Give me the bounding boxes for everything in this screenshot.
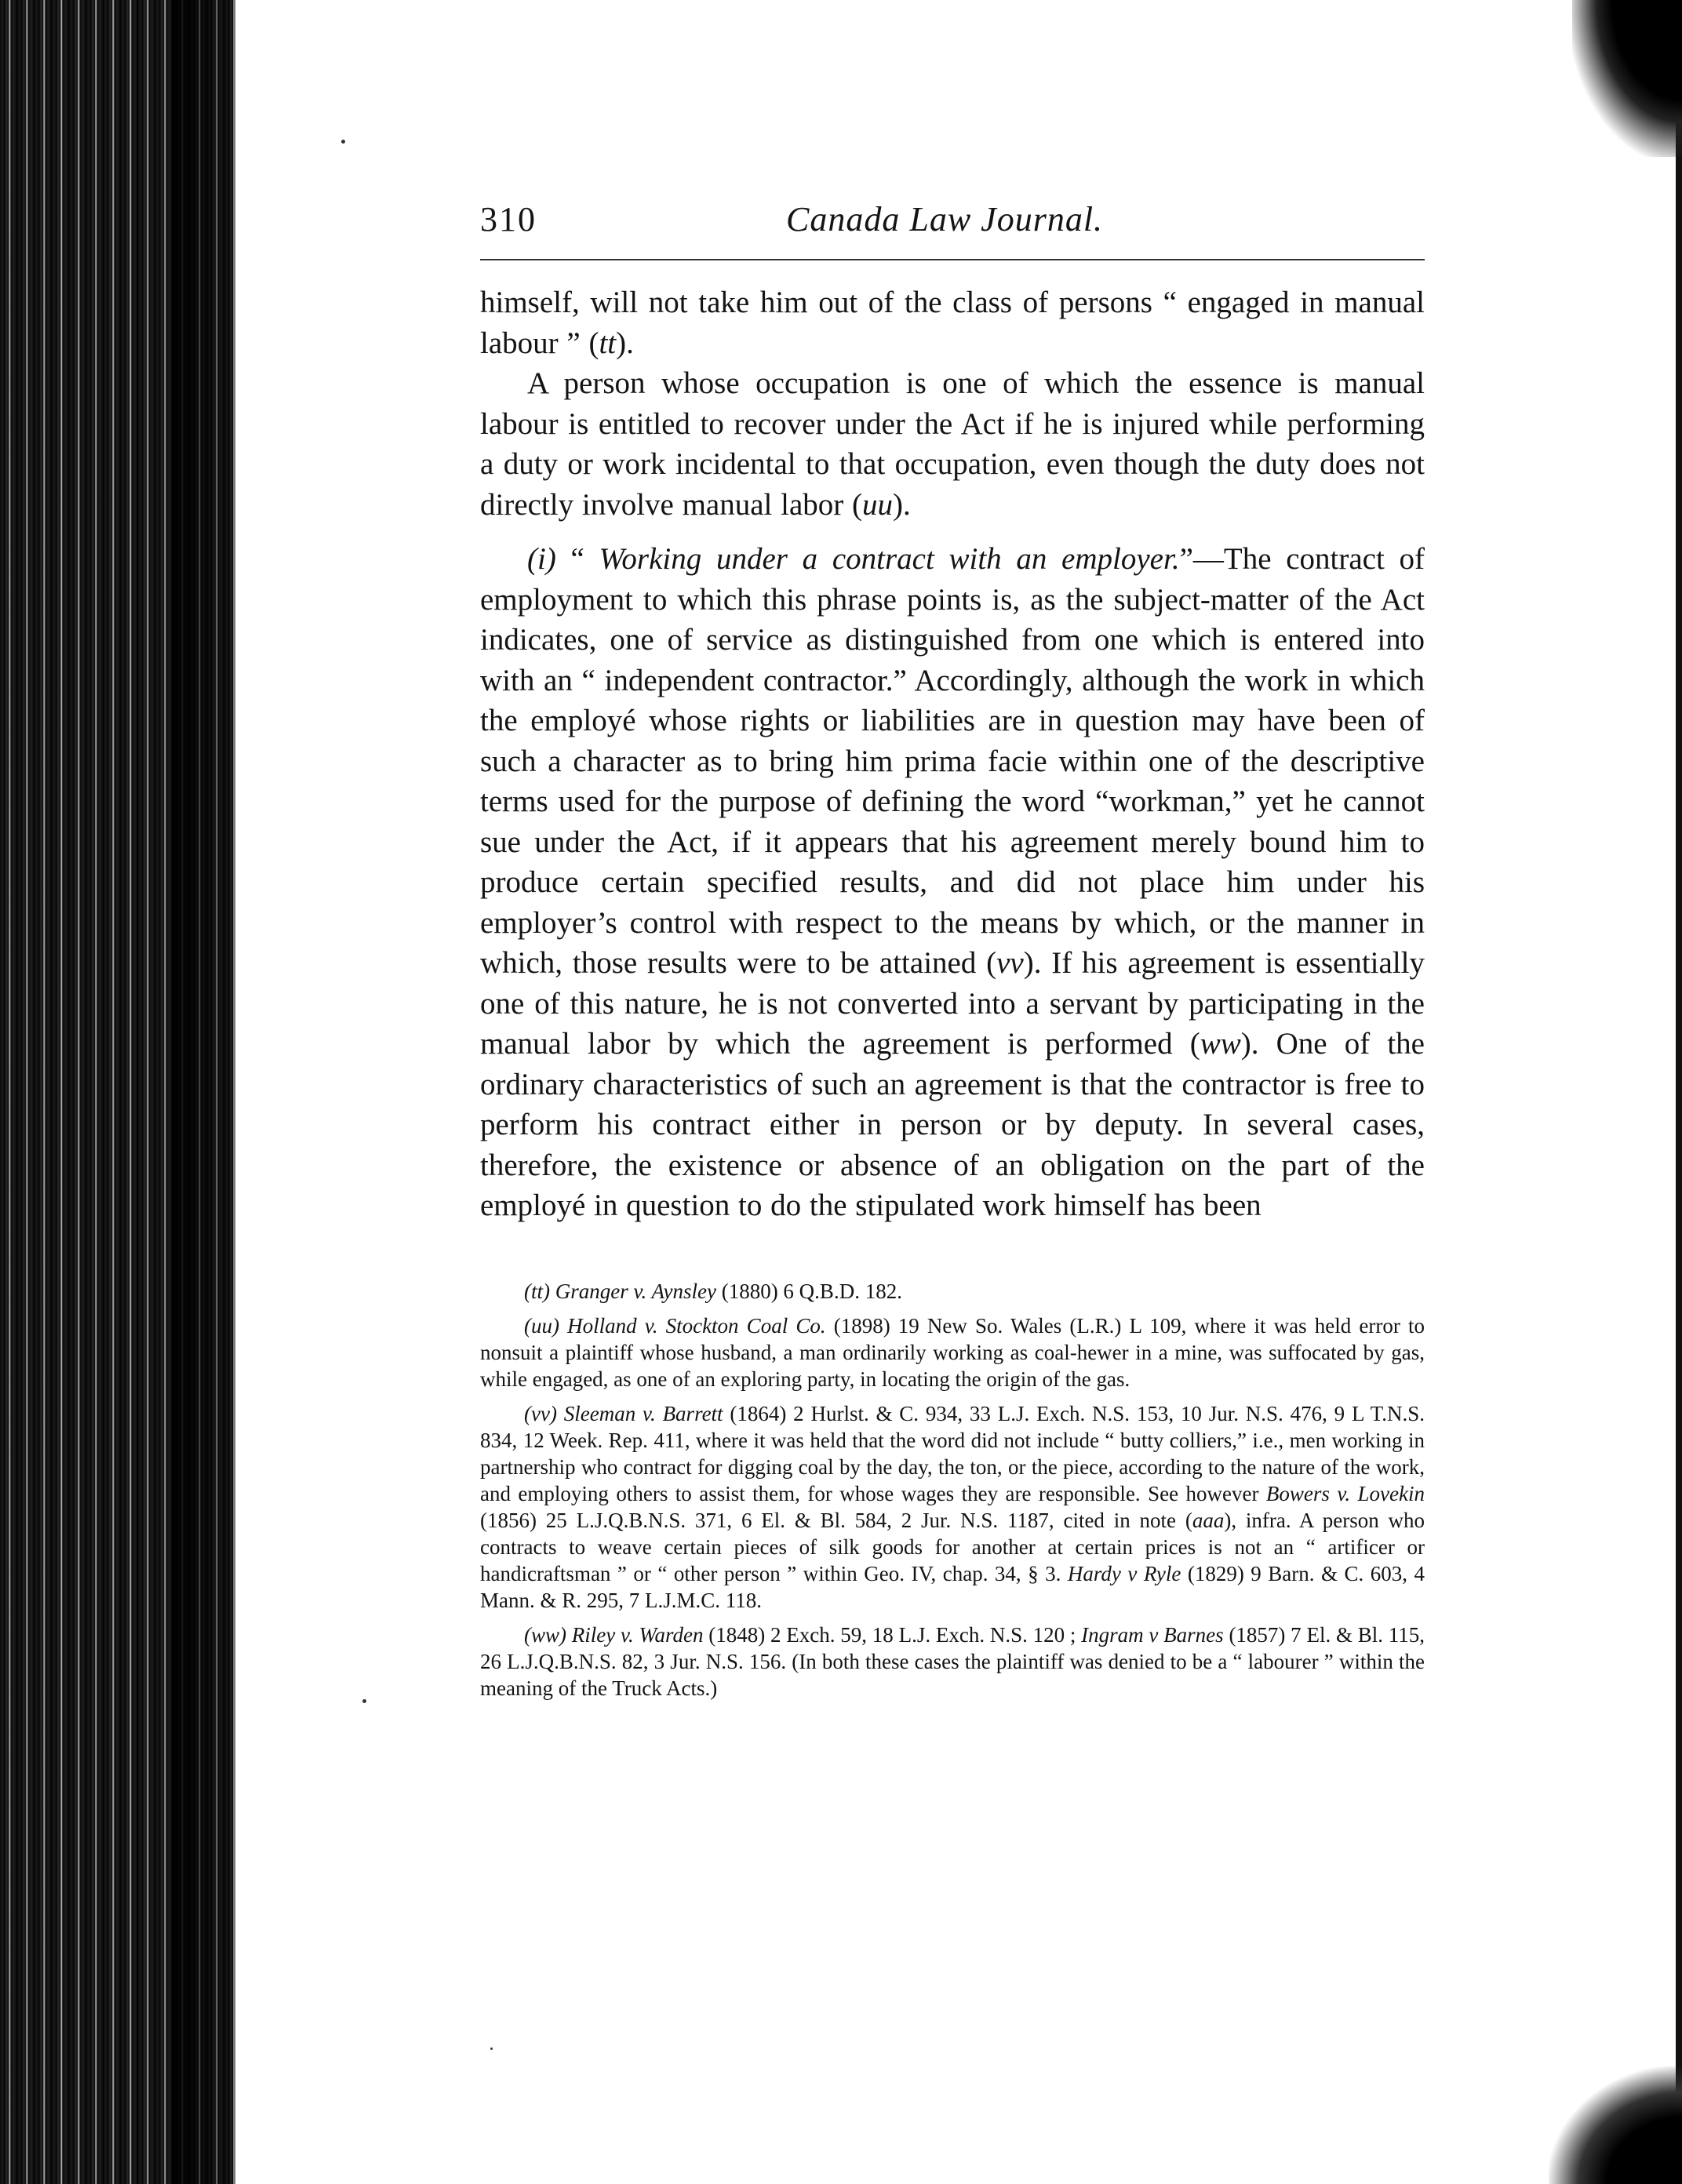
page-number: 310 <box>480 200 537 238</box>
case-name: Bowers v. Lovekin <box>1265 1481 1425 1505</box>
text-run: (1829) 9 Barn. & C. 603, 4 Mann. & R. 295, 7 L.J.M.C. 118. <box>480 1561 1425 1612</box>
paragraph-3 <box>480 539 1425 1226</box>
footnote-vv <box>480 1400 1425 1614</box>
footnote-label: (ww) <box>524 1622 566 1647</box>
document-page <box>480 196 1425 1709</box>
text-run: ). <box>616 326 634 360</box>
footnote-uu <box>480 1312 1425 1392</box>
text-run: (1898) 19 New So. Wales (L.R.) L 109, where it was held error to nonsuit a plaintiff whose husband, a man ordinarily working as coal-hewer in a mine, was suffocated by gas, while engaged, as one of an exploring party, in locating the origin of the gas. <box>480 1313 1425 1391</box>
scan-speck <box>362 1699 366 1703</box>
footnote-label: (uu) <box>524 1313 559 1338</box>
footnotes <box>480 1278 1425 1702</box>
page-header <box>480 196 1425 260</box>
text-run: (1864) 2 Hurlst. & C. 934, 33 L.J. Exch. N.S. 153, 10 Jur. N.S. 476, 9 L T.N.S. 834, 12 Week. Rep. 411, where it was held that the word did not include “ butty colliers,” i.e., men working in partnership who contract for digging coal by the day, the ton, or the piece, according to the nature of the work, and employing others to assist them, for whose wages they are responsible. See however <box>480 1401 1425 1505</box>
case-name: Hardy v Ryle <box>1067 1561 1181 1585</box>
footnote-ref: vv <box>996 946 1024 980</box>
footnote-tt <box>480 1278 1425 1305</box>
text-run: (1856) 25 L.J.Q.B.N.S. 371, 6 El. & Bl. 584, 2 Jur. N.S. 1187, cited in note ( <box>480 1508 1192 1532</box>
section-marker: (i) <box>527 542 556 576</box>
scan-shadow-top-right <box>1572 0 1682 157</box>
running-title: Canada Law Journal. <box>786 200 1104 238</box>
case-name: Riley v. Warden <box>571 1622 704 1647</box>
text-run: ). If his agreement is essentially one of this nature, he is not converted into a servant by participating in the manual labor by which the agreement is performed ( <box>480 946 1425 1061</box>
text-run: (1857) 7 El. & Bl. 115, 26 L.J.Q.B.N.S. 82, 3 Jur. N.S. 156. (In both these cases the plaintiff was denied to be a “ labourer ” within the meaning of the Truck Acts.) <box>480 1622 1425 1700</box>
footnote-label: (vv) <box>524 1401 557 1425</box>
footnote-ref: uu <box>862 487 894 522</box>
footnote-ref: ww <box>1200 1027 1241 1061</box>
footnote-label: (tt) <box>524 1279 550 1303</box>
footnote-ww <box>480 1622 1425 1702</box>
text-run: ), infra. A person who contracts to weave certain pieces of silk goods for another at certain prices is not an “ artificer or handicraftsman ” or “ other person ” within Geo. IV, chap. 34, § 3. <box>480 1508 1425 1585</box>
text-run: himself, will not take him out of the class of persons “ engaged in manual labour ” ( <box>480 286 1425 360</box>
scan-speck <box>341 140 345 144</box>
scan-speck <box>490 2048 493 2050</box>
section-heading: Working under a contract with an employer. <box>599 542 1180 576</box>
text-run: ). One of the ordinary characteristics of such an agreement is that the contractor is free to perform his contract either in person or by deputy. In several cases, therefore, the existence or absence of an obligation on the part of the employé in question to do the stipulated work himself has been <box>480 1027 1425 1222</box>
case-name: Granger v. Aynsley <box>555 1279 716 1303</box>
scanned-binding-edge <box>0 0 235 2184</box>
scan-shadow-bottom-right <box>1549 2066 1682 2184</box>
text-run: ”—The contract of employment to which this phrase points is, as the subject-matter of the Act indicates, one of service as distinguished from one which is entered into with an “ independent contractor.” Accordingly, although the work in which the employé whose rights or liabilities are in question may have been of such a character as to bring him prima facie within one of the descriptive terms used for the purpose of defining the word “workman,” yet he cannot sue under the Act, if it appears that his agreement merely bound him to produce certain specified results, and did not place him under his employer’s control with respect to the means by which, or the manner in which, those results were to be attained ( <box>480 542 1425 980</box>
text-run: (1848) 2 Exch. 59, 18 L.J. Exch. N.S. 120 ; <box>703 1622 1082 1647</box>
text-run: A person whose occupation is one of which the essence is manual labour is entitled to recover under the Act if he is injured while performing a duty or work incidental to that occupation, even though the duty does not directly involve manual labor ( <box>480 366 1425 522</box>
footnote-ref: tt <box>599 326 617 360</box>
text-run: “ <box>555 542 599 576</box>
case-name: Ingram v Barnes <box>1081 1622 1224 1647</box>
paragraph-2 <box>480 363 1425 525</box>
footnote-ref: aaa <box>1192 1508 1225 1532</box>
case-name: Sleeman v. Barrett <box>563 1401 723 1425</box>
body-text <box>480 282 1425 1226</box>
paragraph-1 <box>480 282 1425 363</box>
scanned-right-edge <box>1676 0 1682 2184</box>
text-run: ). <box>893 487 911 522</box>
case-name: Holland v. Stockton Coal Co. <box>567 1313 826 1338</box>
text-run: (1880) 6 Q.B.D. 182. <box>715 1279 902 1303</box>
